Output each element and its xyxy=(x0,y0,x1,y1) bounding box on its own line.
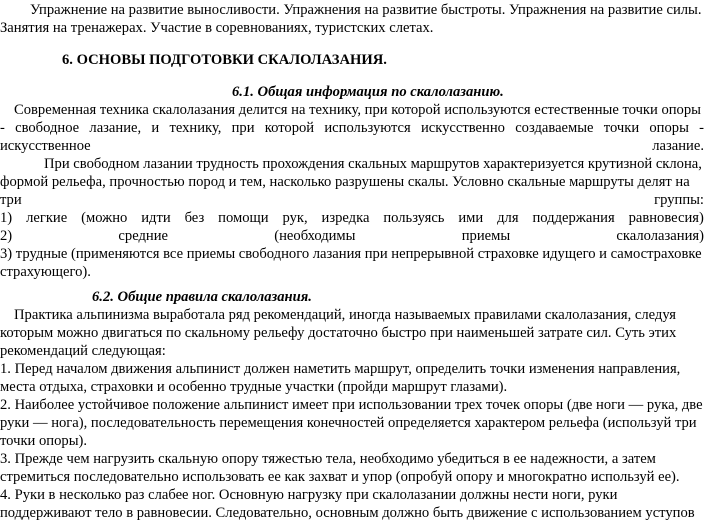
list-item-1 xyxy=(0,209,704,227)
list-item-3-line-2: страхующего). xyxy=(0,264,91,280)
section-6-heading: 6. ОСНОВЫ ПОДГОТОВКИ СКАЛОЛАЗАНИЯ. xyxy=(62,52,387,68)
p1-line-2-word: и xyxy=(151,120,160,136)
list-item-1-word: пользуясь xyxy=(383,210,445,226)
rules-line: 4. Руки в несколько раз слабее ног. Основную нагрузку при скалолазании должны нести ноги, руки xyxy=(0,487,618,503)
list-item-1-word: легкие xyxy=(26,210,68,226)
p1-line-3 xyxy=(0,137,704,155)
list-item-1-word: 1) xyxy=(0,210,13,226)
p1-line-2-word: искусственно xyxy=(420,120,505,136)
intro-line-2: Занятия на тренажерах. Участие в соревнованиях, туристских слетах. xyxy=(0,20,434,36)
p1-line-2-word: опоры xyxy=(649,120,689,136)
list-item-1-word: рук, xyxy=(282,210,308,226)
list-item-1-word: ими xyxy=(458,210,484,226)
p1-line-2-word: при xyxy=(231,120,255,136)
list-item-1-word: поддержания xyxy=(532,210,615,226)
p1-line-1: Современная техника скалолазания делится на технику, при которой используются естественные точки опоры xyxy=(14,102,701,118)
p1-line-2-word: точки xyxy=(603,120,640,136)
list-item-3-line-1: 3) трудные (применяются все приемы свободного лазания при непрерывной страховке идущего и самостраховке xyxy=(0,246,702,262)
rules-line: которым можно двигаться по скальному рельефу достаточно быстро при наименьшей затрате сил. Суть этих xyxy=(0,325,677,341)
rules-line: руки — нога), последовательность перемещения конечностей определяется характером рельефа (используй три xyxy=(0,415,697,431)
p2-line-3-left: три xyxy=(0,192,22,208)
p2-line-3-right: группы: xyxy=(654,192,704,208)
list-item-1-word: помощи xyxy=(218,210,269,226)
rules-line: 3. Прежде чем нагрузить скальную опору тяжестью тела, необходимо убедиться в ее надежности, а затем xyxy=(0,451,656,467)
rules-line: 1. Перед началом движения альпинист должен наметить маршрут, определить точки изменения направления, xyxy=(0,361,681,377)
rules-line: места отдыха, страховки и особенно трудные участки (пройди маршрут глазами). xyxy=(0,379,508,395)
list-item-1-word: для xyxy=(497,210,519,226)
p1-line-2-word: лазание, xyxy=(89,120,142,136)
p1-line-2-word: - xyxy=(699,120,704,136)
intro-line-1: Упражнение на развитие выносливости. Упражнения на развитие быстроты. Упражнения на развитие силы. xyxy=(30,2,702,18)
list-item-2-word: (необходимы xyxy=(274,228,356,244)
subsection-6-1-heading: 6.1. Общая информация по скалолазанию. xyxy=(232,84,504,100)
list-item-1-word: без xyxy=(184,210,205,226)
rules-line: рекомендаций следующая: xyxy=(0,343,166,359)
p2-line-3 xyxy=(0,191,704,209)
list-item-1-word: изредка xyxy=(321,210,370,226)
list-item-2-word: скалолазания) xyxy=(616,228,704,244)
p2-line-2: формой рельефа, прочностью пород и тем, насколько разрушены скалы. Условно скальные маршруты делят на xyxy=(0,174,690,190)
list-item-1-word: равновесия) xyxy=(628,210,704,226)
rules-line: 2. Наиболее устойчивое положение альпинист имеет при использовании трех точек опоры (две ноги — рука, две xyxy=(0,397,703,413)
list-item-1-word: идти xyxy=(141,210,171,226)
subsection-6-2-heading: 6.2. Общие правила скалолазания. xyxy=(92,289,312,305)
p1-line-2-word: - xyxy=(0,120,5,136)
p1-line-3-right: лазание. xyxy=(652,138,704,154)
p1-line-2-word: технику, xyxy=(169,120,222,136)
p1-line-2-word: используются xyxy=(324,120,411,136)
p1-line-2-word: которой xyxy=(264,120,315,136)
rules-line: Практика альпинизма выработала ряд рекомендаций, иногда называемых правилами скалолазания, следуя xyxy=(14,307,676,323)
list-item-2-word: 2) xyxy=(0,228,13,244)
p2-line-1: При свободном лазании трудность прохождения скальных маршрутов характеризуется крутизной склона, xyxy=(44,156,702,172)
p1-line-3-left: искусственное xyxy=(0,138,91,154)
rules-line: поддерживают тело в равновесии. Следовательно, основным должно быть движение с использованием уступов xyxy=(0,505,695,521)
list-item-2-word: приемы xyxy=(461,228,511,244)
list-item-2 xyxy=(0,227,704,245)
list-item-1-word: (можно xyxy=(81,210,128,226)
p1-line-2 xyxy=(0,119,704,137)
list-item-2-word: средние xyxy=(118,228,169,244)
p1-line-2-word: свободное xyxy=(15,120,80,136)
rules-line: стремиться последовательно использовать ее как захват и упор (опробуй опору и многократно используй ее). xyxy=(0,469,680,485)
p1-line-2-word: создаваемые xyxy=(515,120,594,136)
rules-line: точки опоры). xyxy=(0,433,88,449)
